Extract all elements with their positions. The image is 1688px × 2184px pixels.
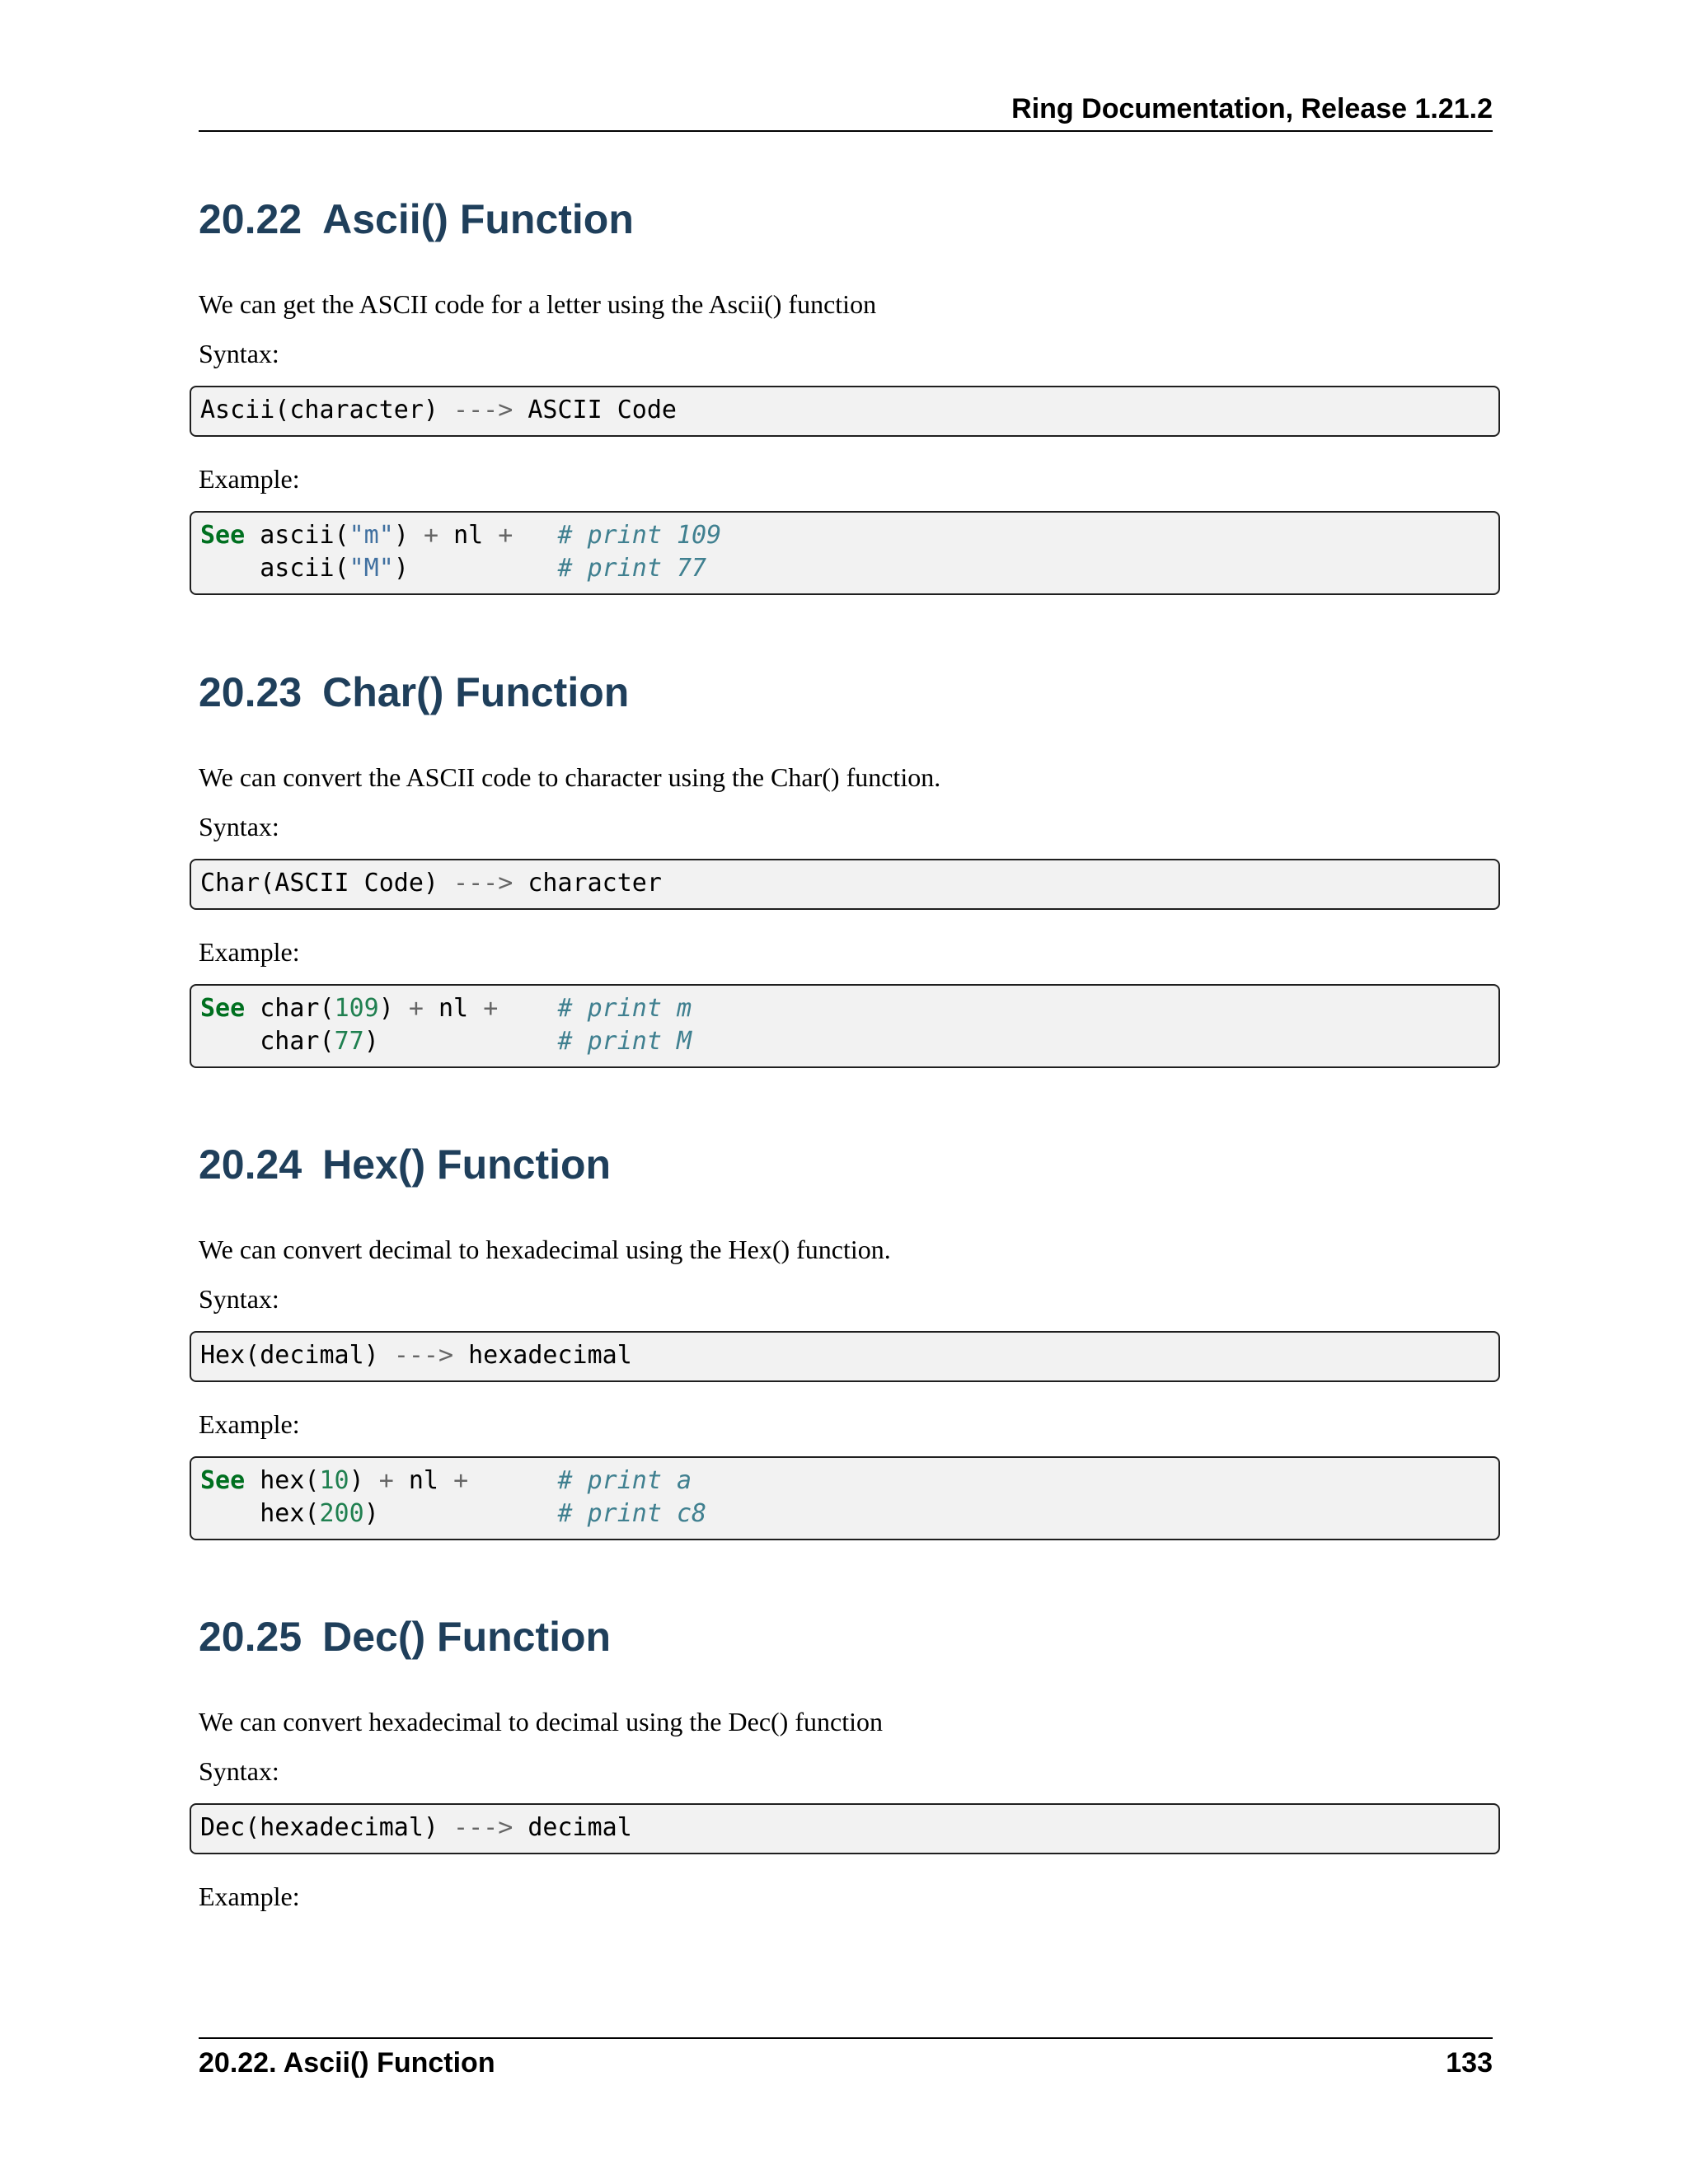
code-nl: nl [408, 1466, 438, 1495]
code-keyword: See [200, 994, 246, 1023]
example-code-block [190, 984, 1500, 1068]
page-number: 133 [1446, 2047, 1493, 2079]
code-nl: nl [453, 521, 484, 550]
code-keyword: See [200, 521, 246, 550]
code-plus: + [483, 994, 499, 1023]
example-label: Example: [199, 937, 300, 967]
footer-rule [199, 2037, 1493, 2039]
code-close: ) [393, 554, 409, 583]
syntax-result: character [528, 869, 662, 898]
syntax-label: Syntax: [199, 1284, 279, 1314]
header-rule [199, 130, 1493, 132]
code-close: ) [378, 994, 394, 1023]
syntax-code-block [190, 1803, 1500, 1854]
section-title [199, 190, 1493, 248]
code-close: ) [363, 1499, 379, 1528]
code-plus: + [408, 994, 424, 1023]
syntax-arrow: ---> [453, 396, 513, 424]
section-title-text: Ascii() Function [322, 196, 634, 242]
code-plus: + [498, 521, 513, 550]
section-number: 20.23 [199, 669, 302, 715]
code-keyword: See [200, 1466, 246, 1495]
section-dec [199, 1608, 1493, 1911]
syntax-label: Syntax: [199, 339, 279, 368]
code-call: char( [260, 994, 335, 1023]
code-arg: 109 [334, 994, 379, 1023]
code-comment: # print M [557, 1027, 692, 1056]
section-description: We can convert the ASCII code to character using the Char() function. [199, 762, 941, 792]
section-hex [199, 1136, 1493, 1528]
syntax-arrow: ---> [453, 869, 513, 898]
syntax-arrow: ---> [393, 1341, 454, 1370]
example-label: Example: [199, 464, 300, 494]
code-arg: 200 [319, 1499, 364, 1528]
section-title-text: Hex() Function [322, 1141, 612, 1188]
syntax-code-block [190, 1331, 1500, 1382]
section-title-text: Char() Function [322, 669, 630, 715]
section-description: We can convert hexadecimal to decimal using the Dec() function [199, 1707, 883, 1736]
code-comment: # print m [557, 994, 692, 1023]
syntax-call: Char(ASCII Code) [200, 869, 438, 898]
running-header: Ring Documentation, Release 1.21.2 [1011, 93, 1493, 124]
section-ascii [199, 190, 1493, 583]
code-arg: "m" [349, 521, 394, 550]
syntax-call: Dec(hexadecimal) [200, 1813, 438, 1842]
section-number: 20.22 [199, 196, 302, 242]
code-call: char( [260, 1027, 335, 1056]
document-page [199, 0, 1493, 2184]
syntax-result: ASCII Code [528, 396, 677, 424]
section-title [199, 1608, 1493, 1666]
syntax-code-block [190, 386, 1500, 437]
section-char [199, 663, 1493, 1056]
syntax-label: Syntax: [199, 1756, 279, 1786]
section-number: 20.25 [199, 1614, 302, 1660]
syntax-label: Syntax: [199, 812, 279, 841]
syntax-code-block [190, 859, 1500, 910]
code-arg: 77 [334, 1027, 364, 1056]
code-plus: + [378, 1466, 394, 1495]
code-arg: "M" [349, 554, 394, 583]
example-code-block [190, 511, 1500, 595]
code-comment: # print c8 [557, 1499, 707, 1528]
code-call: hex( [260, 1466, 320, 1495]
code-plus: + [423, 521, 438, 550]
syntax-call: Ascii(character) [200, 396, 438, 424]
code-close: ) [393, 521, 409, 550]
code-call: hex( [260, 1499, 320, 1528]
code-close: ) [363, 1027, 379, 1056]
code-comment: # print 109 [557, 521, 722, 550]
section-number: 20.24 [199, 1141, 302, 1188]
syntax-result: hexadecimal [468, 1341, 632, 1370]
section-description: We can get the ASCII code for a letter using the Ascii() function [199, 289, 877, 319]
code-arg: 10 [319, 1466, 349, 1495]
code-comment: # print a [557, 1466, 692, 1495]
section-title [199, 1136, 1493, 1193]
syntax-result: decimal [528, 1813, 632, 1842]
section-title-text: Dec() Function [322, 1614, 612, 1660]
example-label: Example: [199, 1882, 300, 1911]
code-close: ) [349, 1466, 364, 1495]
code-call: ascii( [260, 521, 349, 550]
section-title [199, 663, 1493, 721]
section-description: We can convert decimal to hexadecimal using the Hex() function. [199, 1235, 891, 1264]
code-plus: + [453, 1466, 469, 1495]
footer-section-link[interactable]: 20.22. Ascii() Function [199, 2047, 495, 2079]
example-label: Example: [199, 1409, 300, 1439]
code-comment: # print 77 [557, 554, 707, 583]
syntax-arrow: ---> [453, 1813, 513, 1842]
example-code-block [190, 1456, 1500, 1540]
syntax-call: Hex(decimal) [200, 1341, 379, 1370]
code-call: ascii( [260, 554, 349, 583]
code-nl: nl [438, 994, 469, 1023]
